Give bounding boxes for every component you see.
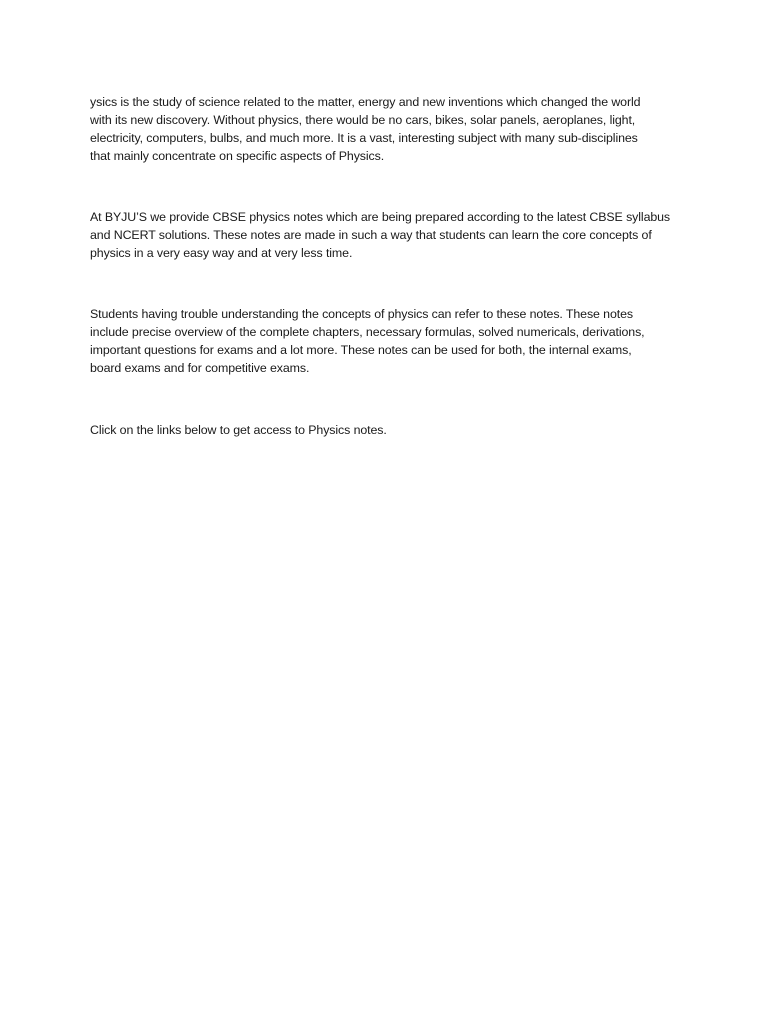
paragraph-physics-intro bbox=[90, 93, 682, 165]
paragraph-students-notes bbox=[90, 305, 682, 377]
text-line: Click on the links below to get access to Physics notes. bbox=[90, 423, 387, 437]
text-line: and NCERT solutions. These notes are made in such a way that students can learn the core concepts of bbox=[90, 228, 652, 242]
text-line: At BYJU’S we provide CBSE physics notes which are being prepared according to the latest CBSE syllabus bbox=[90, 210, 671, 224]
paragraph-click-links bbox=[90, 421, 682, 439]
text-line: include precise overview of the complete chapters, necessary formulas, solved numericals, derivations, bbox=[90, 325, 645, 339]
text-line: board exams and for competitive exams. bbox=[90, 361, 310, 375]
text-line: Students having trouble understanding the concepts of physics can refer to these notes. These notes bbox=[90, 307, 633, 321]
document-body bbox=[90, 93, 682, 439]
text-line: important questions for exams and a lot more. These notes can be used for both, the internal exams, bbox=[90, 343, 632, 357]
text-line: electricity, computers, bulbs, and much more. It is a vast, interesting subject with many sub-disciplines bbox=[90, 131, 638, 145]
text-line: ysics is the study of science related to the matter, energy and new inventions which changed the world bbox=[90, 95, 641, 109]
text-line: that mainly concentrate on specific aspects of Physics. bbox=[90, 149, 385, 163]
paragraph-byjus-notes bbox=[90, 208, 682, 262]
text-line: with its new discovery. Without physics, there would be no cars, bikes, solar panels, aeroplanes, light, bbox=[90, 113, 636, 127]
text-line: physics in a very easy way and at very less time. bbox=[90, 246, 353, 260]
